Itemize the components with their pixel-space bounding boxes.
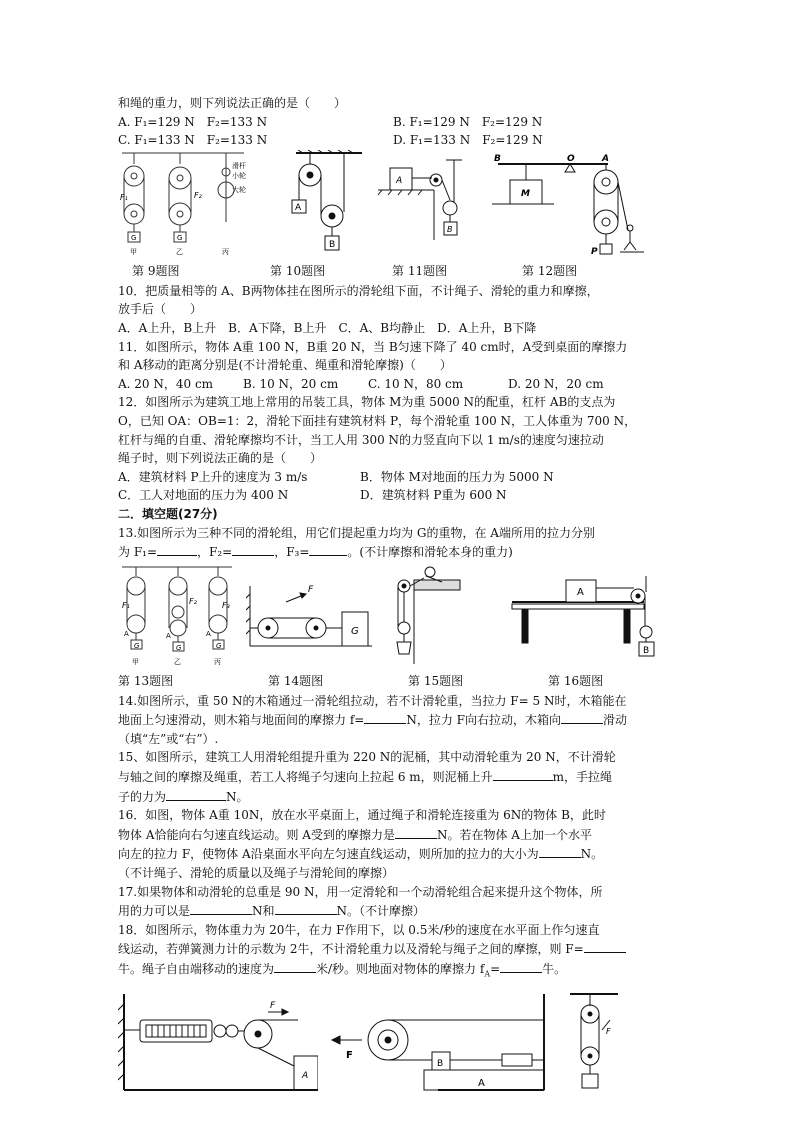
caption-fig14: 第 14题图: [268, 673, 324, 688]
q14-line3: （填“左”或“右”）.: [118, 731, 219, 746]
q11-line2: 和 A移动的距离分别是(不计滑轮重、绳重和滑轮摩擦)（ ）: [118, 358, 452, 373]
fig13-label-g3: G: [216, 641, 222, 650]
fig13-label-f3: F₃: [222, 600, 230, 610]
q12-line1: 12．如图所示为建筑工地上常用的吊装工具，物体 M为重 5000 N的配重，杠杆 AB的支点为: [118, 395, 616, 410]
fig13-label-g1: G: [134, 641, 140, 650]
fig18a-label-f: F: [270, 1000, 276, 1011]
q12-options-row1: [118, 468, 678, 487]
q18-text-2: 线运动，若弹簧测力计的示数为 2牛，不计滑轮重力以及滑轮与绳子之间的摩擦，则 F=: [118, 942, 584, 957]
q13-blank-f1[interactable]: [157, 542, 197, 556]
q13-blank-f2[interactable]: [232, 542, 274, 556]
figure-18b: [328, 990, 548, 1096]
q13-text-3: ，F₃=: [274, 545, 310, 560]
q15-line1: 15、如图所示，建筑工人用滑轮组提升重为 220 N的泥桶，其中动滑轮重为 20 N，不计滑轮: [118, 750, 616, 765]
q9-option-d: D. F₁=133 N F₂=129 N: [393, 133, 543, 148]
q15-blank-force[interactable]: [166, 787, 226, 801]
fig13-label-bing: 丙: [214, 657, 221, 666]
figure-row-1: [118, 150, 678, 262]
q17-text-3: N和: [252, 904, 275, 919]
fig12-label-b: B: [494, 153, 501, 164]
q16-text-2: 物体 A恰能向右匀速直线运动。则 A受到的摩擦力是: [118, 827, 395, 842]
q12-option-d: D．建筑材料 P重为 600 N: [360, 488, 507, 503]
q17-text-4: N。（不计摩擦）: [336, 904, 426, 919]
q18-line1: 18．如图所示，物体重力为 20牛，在力 F作用下，以 0.5米/秒的速度在水平面上作匀速直: [118, 922, 600, 937]
q15-text-2: 与轴之间的摩擦及绳重，若工人将绳子匀速向上拉起 6 m，则泥桶上升: [118, 770, 493, 785]
fig9-label-g2: G: [177, 233, 183, 242]
fig16-label-b: B: [643, 645, 650, 656]
fig18c-label-f: F: [606, 1026, 611, 1036]
q15-text-4: 子的力为: [118, 789, 167, 804]
fig18b-label-f: F: [346, 1049, 353, 1061]
fig9-label-rod: 滑杆: [232, 161, 246, 170]
q14-blank-direction[interactable]: [561, 710, 603, 724]
q9-option-a: A. F₁=129 N F₂=133 N: [118, 114, 268, 129]
figure-11: [374, 150, 464, 260]
q16-line4: （不计绳子、滑轮的质量以及绳子与滑轮间的摩擦）: [118, 866, 395, 881]
section-2-heading: 二．填空题(27分): [118, 506, 218, 521]
fig11-label-b: B: [447, 224, 453, 234]
figure-14: [246, 582, 374, 654]
q11-option-b: B. 10 N，20 cm: [243, 376, 339, 391]
q14-text-2: 地面上匀速滑动，则木箱与地面间的摩擦力 f=: [118, 713, 365, 728]
fig18a-label-a: A: [302, 1070, 309, 1081]
fig13-label-g2: G: [176, 643, 182, 652]
q11-option-a: A. 20 N，40 cm: [118, 376, 214, 391]
q18-text-3: 牛。绳子自由端移动的速度为: [118, 962, 275, 976]
q9-tail: 和绳的重力，则下列说法正确的是（ ）: [118, 96, 347, 110]
figure-16: [508, 576, 678, 660]
fig12-label-a: A: [602, 153, 609, 164]
q13-text-4: 。(不计摩擦和滑轮本身的重力): [347, 545, 513, 560]
q16-blank-friction[interactable]: [395, 825, 437, 839]
fig9-label-jia: 甲: [130, 247, 137, 256]
q15-blank-height[interactable]: [493, 767, 553, 781]
figure-18c: [566, 990, 622, 1096]
caption-fig12: 第 12题图: [522, 263, 578, 278]
caption-fig16: 第 16题图: [548, 673, 604, 688]
fig9-label-g1: G: [131, 233, 137, 242]
q18-text-5: =: [490, 962, 501, 976]
q10-line1: 10．把质量相等的 A、B两物体挂在图所示的滑轮组下面，不计绳子、滑轮的重力和摩擦，: [118, 283, 599, 298]
figure-12: [490, 150, 646, 262]
figure-captions-row1: [118, 262, 678, 282]
fig11-label-a: A: [396, 175, 403, 186]
q10-line2: 放手后（ ）: [118, 302, 203, 317]
q14-text-3: N，拉力 F向右拉动，木箱向: [406, 713, 561, 728]
fig9-label-big-wheel: 大轮: [232, 185, 246, 194]
q12-line3: 杠杆与绳的自重、滑轮摩擦均不计，当工人用 300 N的力竖直向下以 1 m/s的速度匀速拉动: [118, 432, 604, 447]
q18-blank-force[interactable]: [584, 939, 626, 953]
q12-option-b: B．物体 M对地面的压力为 5000 N: [360, 469, 554, 484]
caption-fig10: 第 10题图: [270, 263, 326, 278]
figure-row-2: [118, 562, 678, 672]
q12-option-c: C．工人对地面的压力为 400 N: [118, 488, 289, 503]
figure-captions-row2: [118, 672, 678, 692]
q14-line2: [118, 710, 678, 730]
q13-text-1: 为 F₁=: [118, 545, 158, 560]
fig9-label-f1: F₁: [120, 192, 128, 202]
q11-option-d: D. 20 N，20 cm: [508, 376, 604, 391]
q17-text-2: 用的力可以是: [118, 904, 191, 919]
figure-15: [390, 564, 464, 668]
q14-text-4: 滑动: [602, 713, 627, 728]
q14-blank-friction[interactable]: [364, 710, 406, 724]
fig13-label-a2: A: [166, 631, 171, 640]
caption-fig13: 第 13题图: [118, 673, 174, 688]
fig13-label-f2: F₂: [189, 596, 197, 606]
q17-line1: 17.如果物体和动滑轮的总重是 90 N，用一定滑轮和一个动滑轮组合起来提升这个物体，所: [118, 884, 603, 899]
q15-line2: [118, 767, 678, 787]
fig12-label-o: O: [567, 153, 575, 164]
fig14-label-g: G: [351, 625, 359, 637]
q13-line1: 13.如图所示为三种不同的滑轮组，用它们提起重力均为 G的重物，在 A端所用的拉力分别: [118, 525, 595, 540]
fig9-label-bing: 丙: [222, 247, 229, 256]
fig9-label-small-wheel: 小轮: [232, 171, 246, 180]
q17-blank-force2[interactable]: [275, 901, 337, 915]
q9-option-b: B. F₁=129 N F₂=129 N: [393, 114, 543, 129]
q18-text-4: 米/秒。则地面对物体的摩擦力 f: [316, 962, 485, 976]
fig9-label-yi: 乙: [176, 247, 183, 256]
q16-line1: 16．如图，物体 A重 10N，放在水平桌面上，通过绳子和滑轮连接重为 6N的物体 B，此时: [118, 808, 606, 823]
fig18b-label-b: B: [437, 1058, 444, 1069]
fig16-label-a: A: [577, 586, 584, 598]
q18-line3: [118, 959, 678, 984]
fig10-label-a: A: [295, 202, 302, 213]
q9-options-row1: [118, 113, 678, 132]
fig12-label-p: P: [591, 246, 598, 257]
q12-option-a: A．建筑材料 P上升的速度为 3 m/s: [118, 469, 308, 484]
q18-text-6: 牛。: [542, 962, 567, 976]
q18-blank-speed[interactable]: [274, 959, 316, 973]
q17-blank-force1[interactable]: [190, 901, 252, 915]
q13-blank-f3[interactable]: [309, 542, 347, 556]
figure-18a: [118, 990, 318, 1096]
fig12-label-m: M: [521, 188, 530, 199]
q13-text-2: ，F₂=: [197, 545, 233, 560]
q12-line2: O，已知 OA：OB=1：2，滑轮下面挂有建筑材料 P，每个滑轮重 100 N，工人体重为 700 N，: [118, 413, 637, 428]
fig10-label-b: B: [329, 239, 336, 250]
figure-13: [122, 564, 232, 668]
q15-text-3: m，手拉绳: [552, 770, 613, 785]
q15-text-5: N。: [226, 789, 249, 804]
q15-line3: [118, 787, 678, 807]
q16-text-5: N。: [580, 847, 604, 862]
caption-fig15: 第 15题图: [408, 673, 464, 688]
caption-fig9: 第 9题图: [132, 263, 180, 278]
fig13-label-jia: 甲: [132, 657, 139, 666]
worksheet-page: [118, 94, 678, 1100]
fig18b-label-a: A: [478, 1077, 485, 1089]
q18-subscript: A: [484, 969, 491, 979]
fig13-label-a1: A: [124, 629, 129, 638]
q16-blank-force[interactable]: [539, 844, 581, 858]
figure-row-3: [118, 990, 678, 1100]
q18-line2: [118, 939, 678, 959]
q9-options-row2: [118, 131, 678, 150]
q12-line4: 绳子时，则下列说法正确的是（ ）: [118, 451, 323, 466]
fig13-label-yi: 乙: [174, 657, 181, 666]
q13-line2: [118, 542, 678, 562]
q11-option-c: C. 10 N，80 cm: [368, 376, 464, 391]
q9-option-c: C. F₁=133 N F₂=133 N: [118, 133, 268, 148]
q11-line1: 11．如图所示，物体 A重 100 N，B重 20 N，当 B匀速下降了 40 cm时，A受到桌面的摩擦力: [118, 339, 628, 354]
q14-line1: 14.如图所示，重 50 N的木箱通过一滑轮组拉动，若不计滑轮重，当拉力 F= 5 N时，木箱能在: [118, 693, 627, 708]
figure-10: [286, 150, 368, 260]
q11-options: [118, 375, 678, 394]
fig13-label-f1: F₁: [122, 600, 130, 610]
fig13-label-a3: A: [206, 629, 211, 638]
q16-text-4: 向左的拉力 F，使物体 A沿桌面水平向左匀速直线运动，则所加的拉力的大小为: [118, 847, 539, 862]
q12-options-row2: [118, 486, 678, 505]
q16-line2: [118, 825, 678, 845]
fig9-label-f2: F₂: [194, 190, 202, 200]
q17-line2: [118, 901, 678, 921]
fig14-label-f: F: [308, 584, 314, 595]
q16-line3: [118, 844, 678, 864]
q16-text-3: N。若在物体 A上加一个水平: [436, 827, 592, 842]
q10-options: A．A上升，B上升 B．A下降，B上升 C．A、B均静止 D．A上升，B下降: [118, 320, 537, 335]
figure-9: [118, 150, 248, 260]
caption-fig11: 第 11题图: [392, 263, 448, 278]
q18-blank-friction[interactable]: [500, 959, 542, 973]
